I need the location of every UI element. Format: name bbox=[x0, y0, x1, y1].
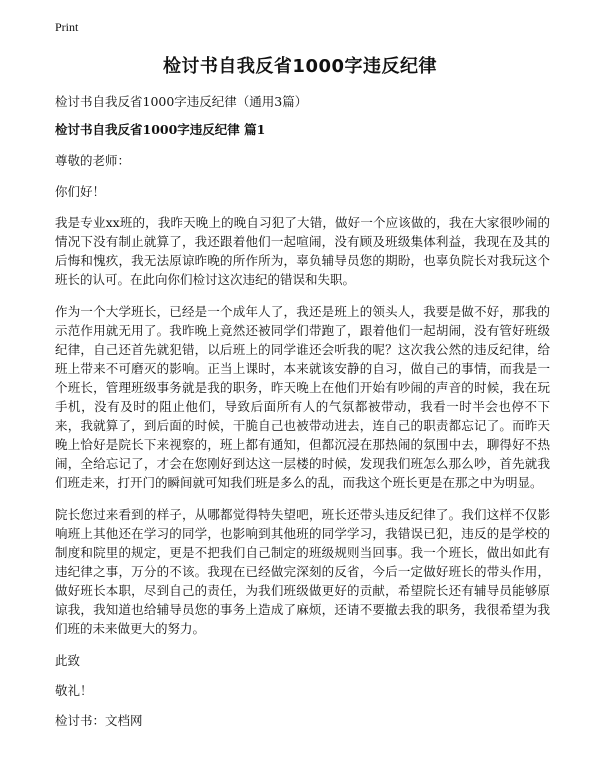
closing-line-2: 敬礼！ bbox=[55, 683, 93, 698]
print-label: Print bbox=[55, 20, 79, 34]
body-paragraph-2: 作为一个大学班长，已经是一个成年人了，我还是班上的领头人，我要是做不好，那我的示范作用就无用了。我昨晚上竟然还被同学们带跑了，跟着他们一起胡闹，没有管好班级纪律，自己还首先就犯错，以后班上的同学谁还会听我的呢？这次我公然的违反纪律，给班上带来不可磨灭的影响。正当上课时，本来就该安静的自习，做自己的事情，而我是一个班长，管理班级事务就是我的职务，昨天晚上在他们开始有吵闹的声音的时候，我在玩手机，没有及时的阻止他们，导致后面所有人的气氛都被带动，我看一时半会也停不下来，我就算了，到后面的时候，干脆自己也被带动进去，连自己的职责都忘记了。而昨天晚上恰好是院长下来视察的，班上都有通知，但都沉浸在那热闹的氛围中去，聊得好不热闹，全给忘记了，才会在您刚好到达这一层楼的时候，发现我们班怎么那么吵，首先就我们班走来，打开门的瞬间就可知我们班是多么的乱，而我这个班长更是在那之中为明显。 bbox=[55, 304, 550, 490]
document-subtitle: 检讨书自我反省1000字违反纪律（通用3篇） bbox=[55, 94, 308, 109]
signature: 检讨书：文档网 bbox=[55, 713, 143, 728]
greeting: 你们好！ bbox=[55, 184, 106, 199]
section-heading: 检讨书自我反省1000字违反纪律 篇1 bbox=[55, 122, 266, 137]
body-paragraph-3: 院长您过来看到的样子，从哪都觉得特失望吧，班长还带头违反纪律了。我们这样不仅影响班上其他还在学习的同学，也影响到其他班的同学学习，我错误已犯，违反的是学校的制度和院里的规定，更是不把我们自己制定的班级规则当回事。我一个班长，做出如此有违纪律之事，万分的不该。我现在已经做完深刻的反省，今后一定做好班长的带头作用，做好班长本职，尽到自己的责任，为我们班级做更好的贡献，希望院长还有辅导员能够原谅我，我知道也给辅导员您的事务上造成了麻烦，还请不要撤去我的职务，我很希望为我们班的未来做更大的努力。 bbox=[55, 507, 550, 636]
salutation: 尊敬的老师： bbox=[55, 153, 131, 168]
body-paragraph-1: 我是专业xx班的，我昨天晚上的晚自习犯了大错，做好一个应该做的，我在大家很吵闹的情况下没有制止就算了，我还跟着他们一起喧闹，没有顾及班级集体利益，我现在及其的后悔和愧疚，我无法原谅昨晚的所作所为，辜负辅导员您的期盼，也辜负院长对我玩这个班长的认可。在此向你们检讨这次违纪的错误和失职。 bbox=[55, 215, 550, 287]
document-body bbox=[55, 92, 550, 730]
closing-line-1: 此致 bbox=[55, 653, 81, 668]
document-title: 检讨书自我反省1000字违反纪律 bbox=[162, 56, 438, 77]
